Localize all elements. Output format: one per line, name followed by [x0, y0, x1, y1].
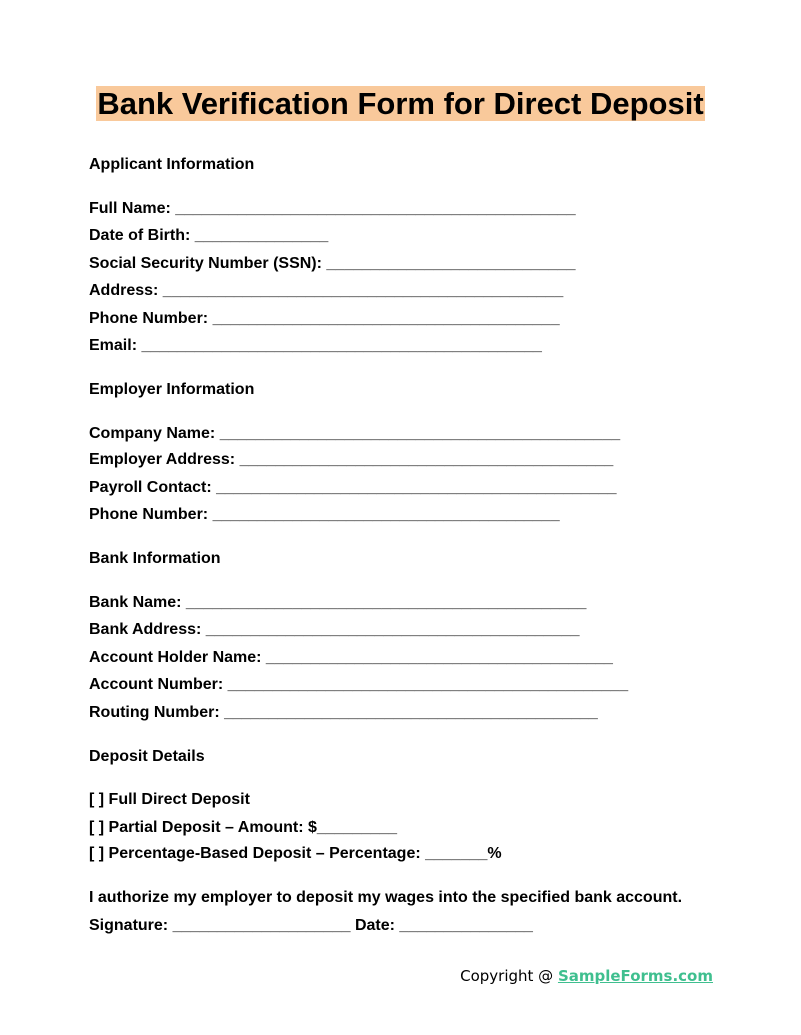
- account-number-field[interactable]: Account Number: _____________________________________________: [89, 676, 629, 693]
- employer-phone-field[interactable]: Phone Number: _______________________________________: [89, 506, 560, 523]
- percentage-deposit-checkbox[interactable]: [ ] Percentage-Based Deposit – Percentage: _______%: [89, 845, 502, 862]
- address-field[interactable]: Address: _____________________________________________: [89, 282, 564, 299]
- signature-date-line[interactable]: Signature: ____________________ Date: _______________: [89, 917, 533, 934]
- copyright-text: Copyright @: [460, 967, 558, 985]
- full-deposit-checkbox[interactable]: [ ] Full Direct Deposit: [89, 791, 250, 808]
- title-wrapper: [0, 86, 801, 121]
- page-title: Bank Verification Form for Direct Deposit: [97, 86, 704, 121]
- bank-heading: Bank Information: [89, 550, 221, 567]
- brand-link[interactable]: SampleForms.com: [557, 967, 713, 985]
- full-name-field[interactable]: Full Name: _____________________________________________: [89, 200, 576, 217]
- account-holder-field[interactable]: Account Holder Name: _______________________________________: [89, 649, 613, 666]
- email-field[interactable]: Email: _____________________________________________: [89, 337, 542, 354]
- partial-deposit-checkbox[interactable]: [ ] Partial Deposit – Amount: $_________: [89, 819, 397, 836]
- bank-name-field[interactable]: Bank Name: _____________________________________________: [89, 594, 587, 611]
- ssn-field[interactable]: Social Security Number (SSN): ____________________________: [89, 255, 576, 272]
- deposit-heading: Deposit Details: [89, 748, 205, 765]
- bank-address-field[interactable]: Bank Address: __________________________________________: [89, 621, 580, 638]
- authorization-statement: I authorize my employer to deposit my wages into the specified bank account.: [89, 889, 683, 906]
- phone-field[interactable]: Phone Number: _______________________________________: [89, 310, 560, 327]
- employer-heading: Employer Information: [89, 381, 255, 398]
- routing-number-field[interactable]: Routing Number: __________________________________________: [89, 704, 598, 721]
- dob-field[interactable]: Date of Birth: _______________: [89, 227, 329, 244]
- employer-address-field[interactable]: Employer Address: __________________________________________: [89, 451, 614, 468]
- applicant-heading: Applicant Information: [89, 156, 255, 173]
- company-name-field[interactable]: Company Name: _____________________________________________: [89, 425, 621, 442]
- payroll-contact-field[interactable]: Payroll Contact: _____________________________________________: [89, 479, 617, 496]
- footer-copyright: [460, 966, 713, 986]
